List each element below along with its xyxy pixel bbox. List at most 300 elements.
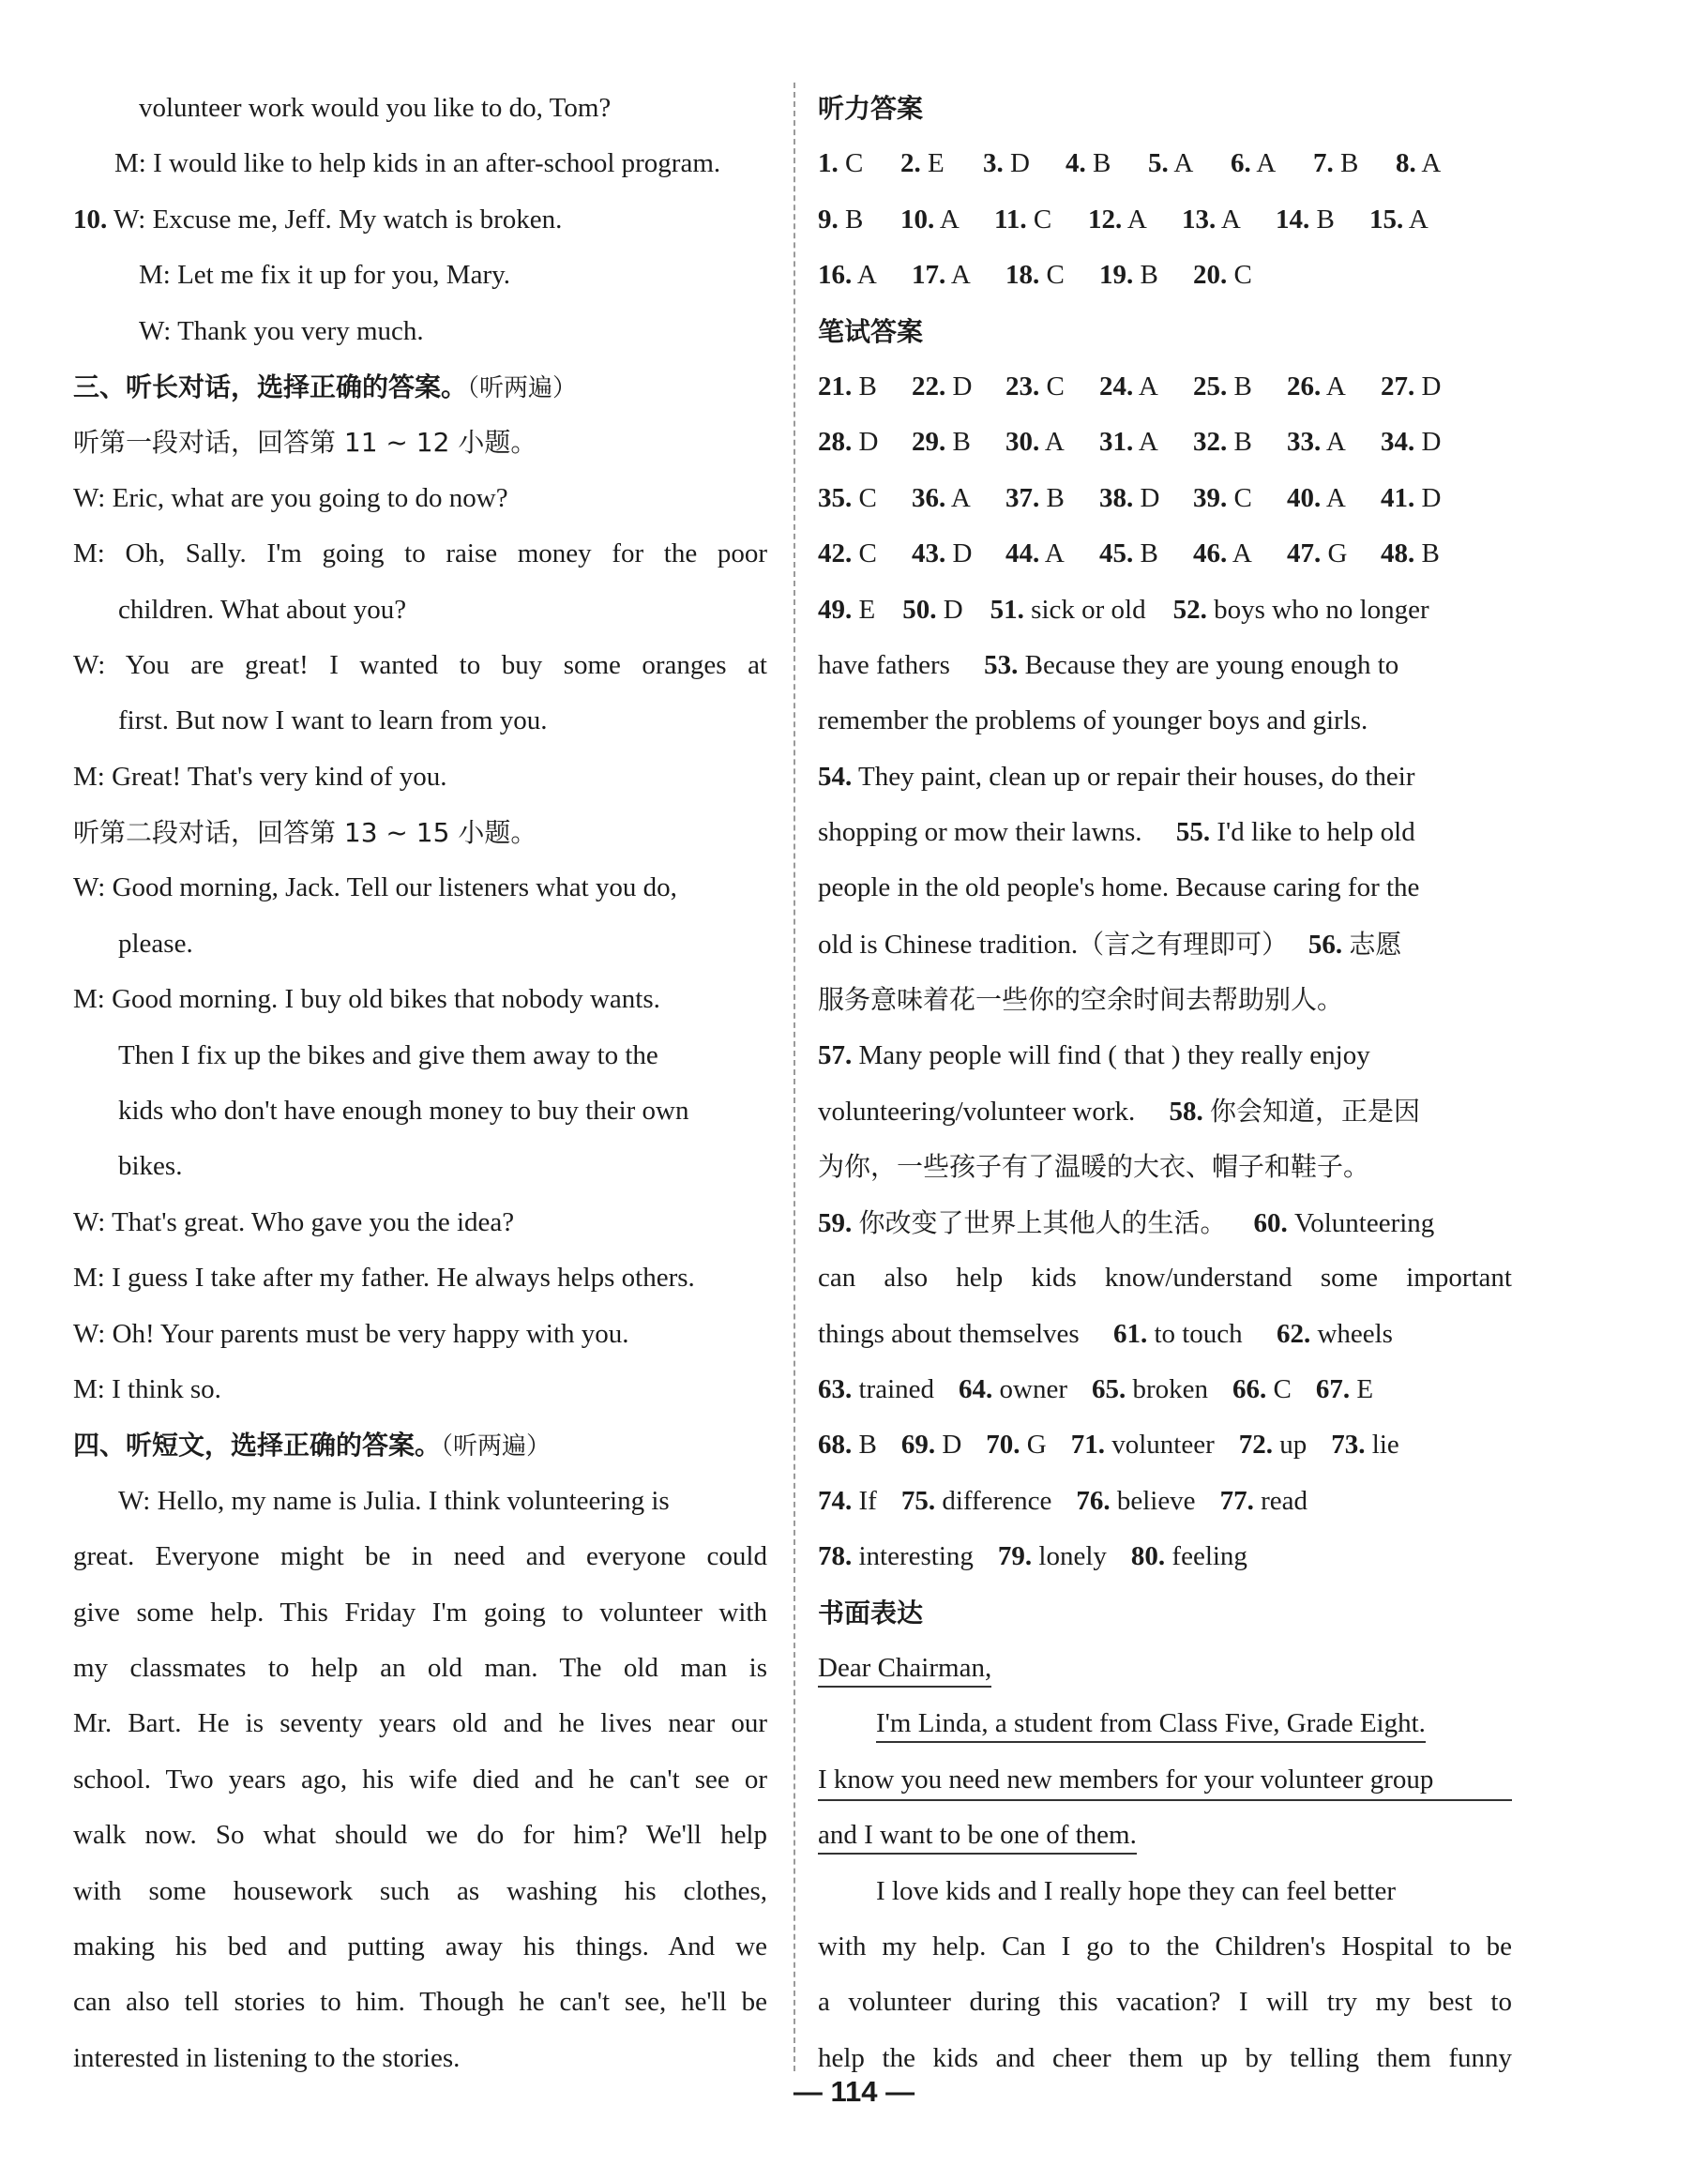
answer-text: D <box>945 371 973 401</box>
answer-item <box>1313 136 1396 191</box>
answer-number: 13. <box>1182 204 1217 235</box>
section-title: 四、听短文，选择正确的答案。 <box>73 1430 442 1462</box>
answer-number: 9. <box>818 204 839 235</box>
left-column <box>73 81 767 2086</box>
answer-text: boys who no longer <box>1214 594 1429 625</box>
answer-number: 60. <box>1253 1207 1288 1238</box>
answer-item <box>1193 248 1287 303</box>
answer-item <box>818 1529 974 1584</box>
answer-item <box>1287 359 1381 415</box>
answer-number: 40. <box>1287 482 1322 513</box>
answer-text: believe <box>1110 1485 1196 1516</box>
answer-number: 38. <box>1099 482 1134 513</box>
answer-number: 6. <box>1231 148 1251 179</box>
answer-text: A <box>1039 427 1065 458</box>
dialogue-line: M: Good morning. I buy old bikes that nobody wants. <box>73 984 660 1015</box>
answer-text: A <box>1122 204 1147 235</box>
answer-row <box>818 248 1512 303</box>
letter-line: with my help. Can I go to the Children's Hospital to be <box>818 1931 1512 1961</box>
answer-line <box>818 805 1512 860</box>
answer-number: 17. <box>912 260 946 291</box>
answer-number: 77. <box>1219 1485 1254 1516</box>
answer-number: 20. <box>1193 260 1228 291</box>
answer-text: I'd like to help old <box>1217 817 1415 848</box>
answer-number: 62. <box>1276 1318 1311 1349</box>
answer-text: A <box>1216 204 1241 235</box>
dialogue-line: W: Thank you very much. <box>139 315 424 346</box>
answer-number: 54. <box>818 761 853 792</box>
answer-item <box>1331 1417 1399 1473</box>
answer-item <box>818 1474 877 1529</box>
answer-number: 63. <box>818 1373 853 1404</box>
answer-number: 72. <box>1238 1430 1274 1461</box>
answer-text: D <box>1414 482 1442 513</box>
answer-number: 37. <box>1005 482 1040 513</box>
answer-item <box>1193 415 1287 470</box>
answer-row <box>818 136 1512 191</box>
section-heading-4 <box>73 1417 767 1473</box>
dialogue-line: M: I guess I take after my father. He always helps others. <box>73 1263 695 1294</box>
answer-item <box>986 1417 1046 1473</box>
answer-text: broken <box>1126 1373 1209 1404</box>
passage-line: walk now. So what should we do for him? We'll help <box>73 1820 767 1851</box>
answer-text: difference <box>935 1485 1052 1516</box>
answer-text: D <box>943 594 963 625</box>
answer-item <box>1005 471 1099 526</box>
answer-text: B <box>1133 538 1158 569</box>
answer-item <box>912 415 1005 470</box>
answer-number: 18. <box>1005 260 1040 291</box>
letter-line: a volunteer during this vacation? I will try my best to <box>818 1987 1512 2018</box>
answer-text: A <box>1168 148 1194 179</box>
answer-row <box>818 192 1512 248</box>
answer-line <box>818 1028 1512 1083</box>
answer-number: 64. <box>959 1373 993 1404</box>
answer-item <box>901 1474 1052 1529</box>
answer-text: D <box>945 538 973 569</box>
letter-text: and I want to be one of them. <box>818 1820 1137 1855</box>
answer-number: 56. <box>1307 929 1343 960</box>
item-10-line <box>73 192 767 248</box>
passage-line: my classmates to help an old man. The old man is <box>73 1652 767 1683</box>
answer-row <box>818 359 1512 415</box>
answer-number: 50. <box>902 594 937 625</box>
answer-item <box>1148 136 1231 191</box>
answer-number: 24. <box>1099 371 1134 401</box>
answer-item <box>959 1362 1067 1417</box>
answer-text: G <box>1020 1430 1047 1461</box>
answer-text: Volunteering <box>1294 1207 1435 1238</box>
answer-item <box>1220 1474 1307 1529</box>
answer-text: E <box>858 594 876 625</box>
passage-line: great. Everyone might be in need and everyone could <box>73 1541 767 1572</box>
answer-item <box>1076 1474 1195 1529</box>
answer-text: to touch <box>1154 1318 1243 1349</box>
dialogue-line: W: Good morning, Jack. Tell our listeners what you do, <box>73 872 677 903</box>
answer-text: A <box>945 260 971 291</box>
listening-answers-heading: 听力答案 <box>818 93 924 124</box>
answer-item <box>1193 359 1287 415</box>
answer-number: 67. <box>1315 1373 1351 1404</box>
answer-item <box>1287 415 1381 470</box>
answer-item <box>1381 471 1474 526</box>
answer-item <box>1099 415 1193 470</box>
dialogue-line: M: Great! That's very kind of you. <box>73 761 447 792</box>
answer-number: 80. <box>1130 1541 1166 1572</box>
answer-text: D <box>1133 482 1160 513</box>
answer-text: Many people will find ( that ) they really enjoy <box>858 1039 1370 1070</box>
answer-text: B <box>1085 148 1111 179</box>
dialogue-line: children. What about you? <box>118 594 407 625</box>
answer-item <box>1005 248 1099 303</box>
answer-number: 43. <box>912 538 946 569</box>
answer-item <box>1182 192 1276 248</box>
dialogue-line: W: You are great! I wanted to buy some oranges at <box>73 649 767 680</box>
answer-item <box>912 526 1005 582</box>
answer-number: 16. <box>818 260 853 291</box>
answer-text: C <box>852 538 877 569</box>
answer-number: 55. <box>1175 817 1211 848</box>
answer-item <box>1381 526 1474 582</box>
answer-text: C <box>1026 204 1052 235</box>
answer-line <box>818 1362 1512 1417</box>
answer-text: C <box>1227 482 1252 513</box>
answer-number: 78. <box>818 1541 853 1572</box>
answer-item <box>998 1529 1107 1584</box>
section-heading-3 <box>73 359 767 415</box>
answer-line: remember the problems of younger boys and girls. <box>818 705 1368 736</box>
answer-number: 48. <box>1381 538 1415 569</box>
answer-number: 74. <box>818 1485 853 1516</box>
answer-line <box>818 1195 1512 1250</box>
answer-line <box>818 1417 1512 1473</box>
answer-number: 25. <box>1193 371 1228 401</box>
answer-item <box>1381 359 1474 415</box>
passage-line: Mr. Bart. He is seventy years old and he lives near our <box>73 1708 767 1739</box>
section-note: （听两遍） <box>441 1432 552 1462</box>
answer-text: sick or old <box>1031 594 1146 625</box>
dialogue-line: M: Let me fix it up for you, Mary. <box>139 260 510 291</box>
answer-number: 35. <box>818 482 853 513</box>
column-divider <box>794 83 795 2071</box>
answer-item <box>818 415 912 470</box>
answer-text: A <box>1321 482 1346 513</box>
answer-item <box>1005 526 1099 582</box>
answer-text: C <box>852 482 877 513</box>
section-title: 三、听长对话，选择正确的答案。 <box>73 371 468 402</box>
letter-line <box>818 1696 1512 1751</box>
answer-text: wheels <box>1317 1318 1393 1349</box>
answer-item <box>900 136 983 191</box>
answer-number: 58. <box>1169 1097 1203 1128</box>
answer-number: 19. <box>1099 260 1134 291</box>
answer-item <box>1099 471 1193 526</box>
answer-number: 68. <box>818 1430 853 1461</box>
passage-line: school. Two years ago, his wife died and he can't see or <box>73 1764 767 1795</box>
answer-text: D <box>1414 427 1442 458</box>
answer-text: shopping or mow their lawns. <box>818 817 1142 848</box>
answer-line: 为你，一些孩子有了温暖的大衣、帽子和鞋子。 <box>818 1151 1370 1183</box>
answer-number: 59. <box>818 1207 853 1238</box>
answer-number: 28. <box>818 427 853 458</box>
answer-number: 44. <box>1005 538 1040 569</box>
answer-item <box>1381 415 1474 470</box>
answer-text: A <box>852 260 877 291</box>
answer-line <box>818 750 1512 805</box>
instruction-line: 听第一段对话，回答第 11 ~ 12 小题。 <box>73 427 537 459</box>
answer-text: feeling <box>1165 1541 1247 1572</box>
answer-item <box>912 248 1005 303</box>
answer-text: B <box>852 1430 877 1461</box>
answer-item <box>818 526 912 582</box>
answer-text: A <box>934 204 960 235</box>
item-number: 10. <box>73 204 108 235</box>
letter-line: help the kids and cheer them up by telling them funny <box>818 2042 1512 2073</box>
dialogue-line: W: That's great. Who gave you the idea? <box>73 1206 515 1237</box>
answer-text: A <box>1133 371 1158 401</box>
answer-number: 3. <box>983 148 1004 179</box>
answer-item <box>1099 526 1193 582</box>
letter-line: I love kids and I really hope they can feel better <box>876 1875 1396 1906</box>
answer-number: 29. <box>912 427 946 458</box>
answer-number: 21. <box>818 371 853 401</box>
answer-text: volunteer <box>1105 1430 1215 1461</box>
answer-text: B <box>1039 482 1065 513</box>
answer-line <box>818 583 1512 638</box>
answer-text: G <box>1321 538 1348 569</box>
answer-text: D <box>1003 148 1030 179</box>
answer-number: 45. <box>1099 538 1134 569</box>
dialogue-line: W: Oh! Your parents must be very happy with you. <box>73 1318 629 1349</box>
answer-line <box>818 916 1512 972</box>
answer-number: 73. <box>1331 1430 1366 1461</box>
answer-text: Because they are young enough to <box>1024 649 1399 680</box>
answer-text: C <box>1039 371 1065 401</box>
answer-number: 12. <box>1088 204 1123 235</box>
answer-text: lonely <box>1032 1541 1107 1572</box>
answer-item <box>1232 1362 1292 1417</box>
answer-number: 26. <box>1287 371 1322 401</box>
answer-item <box>1099 359 1193 415</box>
answer-text: 你改变了世界上其他人的生活。 <box>858 1206 1227 1238</box>
dialogue-line: first. But now I want to learn from you. <box>118 705 548 736</box>
dialogue-line: kids who don't have enough money to buy their own <box>118 1096 689 1127</box>
answer-number: 69. <box>900 1430 936 1461</box>
answer-item <box>1287 471 1381 526</box>
answer-line <box>818 1474 1512 1529</box>
answer-line: can also help kids know/understand some important <box>818 1263 1512 1294</box>
answer-number: 41. <box>1381 482 1415 513</box>
answer-item <box>983 136 1066 191</box>
answer-item <box>1131 1529 1247 1584</box>
answer-text: C <box>838 148 864 179</box>
answer-item <box>1369 192 1463 248</box>
answer-item <box>1193 526 1287 582</box>
passage-line: can also tell stories to him. Though he can't see, he'll be <box>73 1987 767 2018</box>
answer-number: 79. <box>997 1541 1033 1572</box>
answer-text: trained <box>852 1373 935 1404</box>
answer-item <box>1239 1417 1307 1473</box>
passage-line: with some housework such as washing his clothes, <box>73 1875 767 1906</box>
answer-number: 5. <box>1148 148 1169 179</box>
answer-number: 31. <box>1099 427 1134 458</box>
answer-number: 47. <box>1287 538 1322 569</box>
letter-greeting-text: Dear Chairman, <box>818 1653 991 1688</box>
answer-item <box>818 1362 934 1417</box>
answer-item <box>1092 1362 1208 1417</box>
answer-number: 14. <box>1276 204 1310 235</box>
answer-item <box>1005 359 1099 415</box>
answer-number: 10. <box>900 204 935 235</box>
passage-line: give some help. This Friday I'm going to volunteer with <box>73 1597 767 1628</box>
answer-number: 42. <box>818 538 853 569</box>
answer-item <box>1316 1362 1373 1417</box>
answer-text: A <box>1321 371 1346 401</box>
answer-number: 53. <box>984 649 1019 680</box>
answer-text: D <box>852 427 879 458</box>
answer-text: A <box>1227 538 1252 569</box>
answer-item <box>818 248 912 303</box>
answer-text: D <box>1414 371 1442 401</box>
answer-text: C <box>1039 260 1065 291</box>
answer-row <box>818 526 1512 582</box>
answer-text: If <box>852 1485 877 1516</box>
dialogue-line: M: Oh, Sally. I'm going to raise money for the poor <box>73 538 767 569</box>
answer-item <box>1088 192 1182 248</box>
answer-number: 36. <box>912 482 946 513</box>
answer-text: B <box>945 427 971 458</box>
answer-number: 2. <box>900 148 921 179</box>
dialogue-line: M: I think so. <box>73 1373 221 1404</box>
answer-number: 11. <box>994 204 1027 235</box>
answer-text: D <box>935 1430 962 1461</box>
answer-text: A <box>1321 427 1346 458</box>
answer-row <box>818 471 1512 526</box>
answer-note: （言之有理即可） <box>1078 928 1289 960</box>
answer-number: 61. <box>1112 1318 1148 1349</box>
answer-item <box>900 192 994 248</box>
letter-text: I'm Linda, a student from Class Five, Grade Eight. <box>876 1708 1426 1743</box>
answer-text: B <box>1227 371 1252 401</box>
answer-line: people in the old people's home. Because caring for the <box>818 872 1420 903</box>
answer-number: 8. <box>1396 148 1416 179</box>
passage-line: W: Hello, my name is Julia. I think volunteering is <box>118 1485 670 1516</box>
answer-text: 志愿 <box>1349 928 1402 960</box>
answer-line <box>818 1083 1512 1139</box>
answer-text: A <box>1415 148 1442 179</box>
answer-text: C <box>1266 1373 1292 1404</box>
dialogue-line: Then I fix up the bikes and give them away to the <box>118 1039 658 1070</box>
answer-item <box>1071 1417 1215 1473</box>
answer-item <box>1193 471 1287 526</box>
answer-item <box>1287 526 1381 582</box>
answer-number: 66. <box>1232 1373 1267 1404</box>
answer-line <box>818 638 1512 693</box>
answer-text: B <box>1333 148 1359 179</box>
answer-number: 22. <box>912 371 946 401</box>
answer-item <box>994 192 1088 248</box>
answer-text: read <box>1253 1485 1307 1516</box>
dialogue-line: bikes. <box>118 1151 183 1182</box>
answer-text: E <box>1350 1373 1374 1404</box>
answer-item <box>818 471 912 526</box>
instruction-line: 听第二段对话，回答第 13 ~ 15 小题。 <box>73 817 537 849</box>
dialogue-text: W: Excuse me, Jeff. My watch is broken. <box>113 204 563 235</box>
answer-text: A <box>1403 204 1428 235</box>
answer-number: 76. <box>1076 1485 1111 1516</box>
answer-item <box>1005 415 1099 470</box>
letter-text: I know you need new members for your volunteer group <box>818 1752 1512 1801</box>
answer-text: A <box>1250 148 1277 179</box>
answer-line <box>818 1307 1512 1362</box>
answer-number: 71. <box>1070 1430 1105 1461</box>
answer-number: 27. <box>1381 371 1415 401</box>
answer-item <box>1099 248 1193 303</box>
written-answers-heading: 笔试答案 <box>818 315 924 347</box>
answer-number: 30. <box>1005 427 1040 458</box>
answer-number: 34. <box>1381 427 1415 458</box>
passage-line: making his bed and putting away his things. And we <box>73 1931 767 1961</box>
letter-line <box>818 1752 1512 1808</box>
answer-text: owner <box>992 1373 1067 1404</box>
answer-text: C <box>1227 260 1252 291</box>
answer-text: E <box>920 148 945 179</box>
answer-line: 服务意味着花一些你的空余时间去帮助别人。 <box>818 984 1344 1016</box>
answer-number: 46. <box>1193 538 1228 569</box>
section-note: （听两遍） <box>467 373 578 402</box>
answer-text: 你会知道，正是因 <box>1210 1096 1421 1128</box>
answer-number: 51. <box>990 594 1024 625</box>
answer-text: have fathers <box>818 649 950 680</box>
passage-line: interested in listening to the stories. <box>73 2042 461 2073</box>
answer-item <box>1066 136 1148 191</box>
dialogue-line: W: Eric, what are you going to do now? <box>73 482 508 513</box>
answer-number: 23. <box>1005 371 1040 401</box>
answer-text: up <box>1273 1430 1307 1461</box>
dialogue-line: volunteer work would you like to do, Tom? <box>139 93 612 123</box>
answer-text: volunteering/volunteer work. <box>818 1097 1136 1128</box>
answer-text: lie <box>1365 1430 1399 1461</box>
answer-item <box>912 359 1005 415</box>
answer-number: 75. <box>900 1485 936 1516</box>
answer-item <box>818 192 900 248</box>
answer-text: B <box>1309 204 1335 235</box>
answer-text: They paint, clean up or repair their houses, do their <box>857 761 1415 792</box>
answer-text: things about themselves <box>818 1318 1080 1349</box>
answer-text: old is Chinese tradition. <box>818 929 1079 960</box>
answer-item <box>818 136 900 191</box>
page-number: — 114 — <box>793 2075 915 2108</box>
answer-number: 39. <box>1193 482 1228 513</box>
answer-line <box>818 1529 1512 1584</box>
answer-text: B <box>838 204 864 235</box>
answer-number: 52. <box>1172 594 1207 625</box>
dialogue-line: please. <box>118 928 193 959</box>
answer-text: A <box>1133 427 1158 458</box>
answer-item <box>912 471 1005 526</box>
answer-number: 15. <box>1369 204 1404 235</box>
answer-number: 49. <box>818 594 853 625</box>
answer-number: 4. <box>1066 148 1086 179</box>
answer-number: 65. <box>1092 1373 1126 1404</box>
answer-text: interesting <box>852 1541 974 1572</box>
answer-item <box>818 1417 877 1473</box>
right-column <box>818 81 1512 2086</box>
answer-item <box>1396 136 1478 191</box>
answer-text: B <box>1133 260 1158 291</box>
answer-number: 33. <box>1287 427 1322 458</box>
answer-row <box>818 415 1512 470</box>
